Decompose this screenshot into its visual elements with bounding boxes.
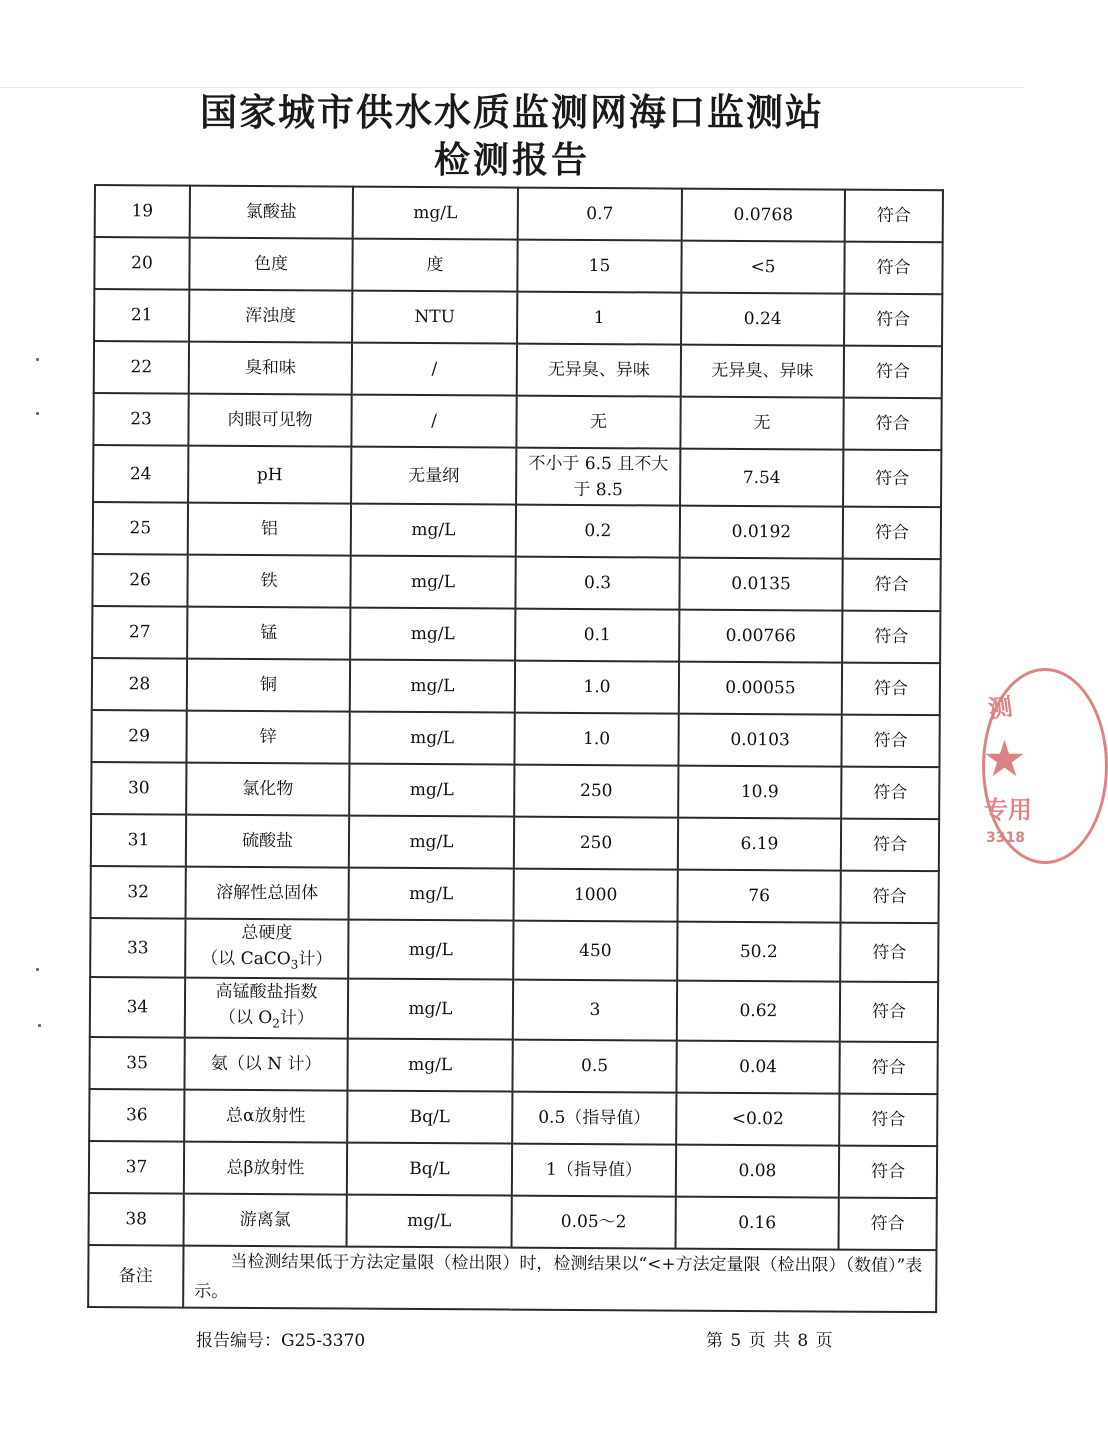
cell-limit: 0.3 [515, 557, 679, 610]
cell-item: 色度 [189, 238, 352, 291]
cell-verdict: 符合 [843, 507, 941, 560]
cell-item: 铜 [187, 659, 350, 712]
table-row [93, 393, 941, 450]
table-row [92, 658, 940, 715]
cell-unit: mg/L [347, 1194, 512, 1247]
cell-item: 铝 [188, 503, 351, 556]
cell-result: 无异臭、异味 [681, 345, 844, 398]
seal-text-1: 测 [986, 692, 1015, 724]
scan-speck [38, 1024, 41, 1027]
cell-limit: 250 [514, 817, 678, 870]
cell-item: 总α放射性 [184, 1089, 347, 1142]
cell-limit: 0.7 [518, 188, 682, 241]
cell-no: 25 [93, 502, 188, 555]
cell-no: 28 [92, 658, 187, 711]
cell-no: 36 [89, 1089, 184, 1142]
cell-verdict: 符合 [843, 450, 941, 508]
cell-verdict: 符合 [839, 1145, 937, 1198]
cell-result: 0.0135 [679, 558, 842, 611]
cell-limit: 不小于 6.5 且不大于 8.5 [516, 448, 680, 506]
cell-item: 锰 [187, 607, 350, 660]
scan-speck [36, 968, 39, 971]
cell-verdict: 符合 [844, 294, 942, 347]
table-row [95, 185, 943, 242]
cell-no: 31 [91, 814, 186, 867]
cell-verdict: 符合 [841, 871, 939, 924]
cell-verdict: 符合 [842, 611, 940, 664]
page-title: 国家城市供水水质监测网海口监测站 [200, 91, 824, 134]
cell-unit: mg/L [348, 920, 513, 980]
cell-limit: 0.5 [512, 1039, 676, 1092]
cell-unit: Bq/L [347, 1090, 512, 1143]
table-row [92, 606, 940, 663]
cell-unit: mg/L [350, 608, 515, 661]
cell-verdict: 符合 [840, 923, 938, 983]
cell-result: 76 [678, 870, 841, 923]
table-row [90, 977, 938, 1042]
cell-unit: mg/L [350, 660, 515, 713]
cell-limit: 250 [514, 765, 678, 818]
cell-item: 锌 [186, 711, 349, 764]
seal-text-3: 3318 [986, 830, 1025, 846]
note-text: 当检测结果低于方法定量限（检出限）时，检测结果以“<+方法定量限（检出限）（数值）”表示。 [183, 1245, 936, 1312]
cell-result: 0.04 [676, 1040, 839, 1093]
cell-unit: mg/L [349, 764, 514, 817]
report-number: 报告编号：G25-3370 [196, 1331, 366, 1351]
cell-limit: 无 [516, 396, 680, 449]
cell-limit: 450 [513, 921, 677, 981]
cell-item: 氯化物 [186, 763, 349, 816]
cell-verdict: 符合 [841, 767, 939, 820]
cell-unit: 无量纲 [351, 447, 516, 505]
cell-no: 37 [89, 1141, 184, 1194]
table-row [94, 289, 942, 346]
cell-limit: 无异臭、异味 [517, 344, 681, 397]
star-icon: ★ [982, 730, 1027, 788]
cell-result: 10.9 [678, 766, 841, 819]
cell-unit: mg/L [349, 816, 514, 869]
cell-result: 0.62 [677, 981, 840, 1041]
cell-no: 35 [89, 1037, 184, 1090]
cell-verdict: 符合 [843, 398, 941, 451]
table-row [93, 502, 941, 559]
scan-speck [36, 412, 39, 415]
table-row [89, 1141, 937, 1198]
cell-result: 0.0192 [680, 506, 843, 559]
table-row [92, 554, 940, 611]
cell-result: 0.0103 [678, 714, 841, 767]
cell-item: 游离氯 [184, 1193, 347, 1246]
cell-result: <0.02 [676, 1092, 839, 1145]
table-row [89, 1089, 937, 1146]
cell-limit: 3 [513, 980, 677, 1040]
cell-unit: / [351, 395, 516, 448]
cell-limit: 1 [517, 292, 681, 345]
table-row [93, 445, 941, 507]
cell-item-main: 总硬度 [241, 922, 293, 944]
cell-verdict: 符合 [839, 1197, 937, 1250]
cell-item: pH [188, 446, 351, 504]
cell-result: 0.00766 [679, 610, 842, 663]
cell-result: 0.00055 [679, 662, 842, 715]
cell-item: 氨（以 N 计） [184, 1037, 347, 1090]
cell-verdict: 符合 [841, 819, 939, 872]
cell-unit: 度 [352, 239, 517, 292]
note-label: 备注 [88, 1245, 183, 1308]
cell-result: 7.54 [680, 449, 843, 507]
cell-item-basis: （以 CaCO$_3$计） [201, 948, 333, 972]
cell-verdict: 符合 [842, 559, 940, 612]
cell-result: 0.08 [676, 1144, 839, 1197]
cell-unit: mg/L [347, 1038, 512, 1091]
cell-verdict: 符合 [845, 190, 943, 243]
table-row [94, 237, 942, 294]
cell-no: 30 [91, 762, 186, 815]
cell-item: 氯酸盐 [190, 186, 353, 239]
cell-unit: mg/L [350, 556, 515, 609]
cell-no: 32 [91, 866, 186, 919]
cell-verdict: 符合 [839, 1041, 937, 1094]
cell-unit: mg/L [349, 868, 514, 921]
table-row [91, 814, 939, 871]
cell-unit: mg/L [353, 187, 518, 240]
note-row [88, 1245, 936, 1312]
cell-item: 臭和味 [189, 342, 352, 395]
cell-result: 0.24 [681, 293, 844, 346]
official-seal [982, 668, 1042, 858]
cell-limit: 1（指导值） [512, 1143, 676, 1196]
cell-item: 肉眼可见物 [188, 394, 351, 447]
cell-verdict: 符合 [839, 1093, 937, 1146]
cell-no: 22 [94, 341, 189, 394]
cell-limit: 0.2 [516, 505, 680, 558]
cell-verdict: 符合 [841, 715, 939, 768]
cell-no: 29 [91, 710, 186, 763]
cell-result: <5 [681, 241, 844, 294]
cell-unit: mg/L [349, 712, 514, 765]
table-row [89, 1193, 937, 1250]
seal-text-2: 专用 [984, 796, 1032, 824]
cell-verdict: 符合 [842, 663, 940, 716]
cell-unit: mg/L [348, 979, 513, 1039]
cell-limit: 1.0 [514, 713, 678, 766]
cell-no: 24 [93, 445, 188, 503]
cell-unit: mg/L [351, 504, 516, 557]
cell-no: 33 [90, 918, 185, 978]
cell-verdict: 符合 [844, 242, 942, 295]
cell-result: 0.0768 [682, 189, 845, 242]
cell-limit: 0.05～2 [512, 1195, 676, 1248]
cell-verdict: 符合 [840, 982, 938, 1042]
cell-unit: Bq/L [347, 1142, 512, 1195]
cell-limit: 1.0 [515, 661, 679, 714]
cell-item: 硫酸盐 [186, 815, 349, 868]
cell-result: 0.16 [676, 1196, 839, 1249]
cell-unit: NTU [352, 291, 517, 344]
cell-item-main: 高锰酸盐指数 [215, 982, 318, 1003]
cell-no: 27 [92, 606, 187, 659]
page-subtitle: 检测报告 [433, 140, 590, 181]
cell-item: 浑浊度 [189, 290, 352, 343]
cell-no: 26 [92, 554, 187, 607]
cell-no: 34 [90, 977, 185, 1037]
cell-result: 无 [680, 397, 843, 450]
cell-item [185, 978, 348, 1038]
cell-no: 19 [95, 185, 190, 238]
cell-result: 6.19 [678, 818, 841, 871]
cell-verdict: 符合 [844, 346, 942, 399]
table-row [91, 866, 939, 923]
table-row [91, 710, 939, 767]
cell-no: 20 [94, 237, 189, 290]
cell-limit: 0.5（指导值） [512, 1091, 676, 1144]
table-row [89, 1037, 937, 1094]
cell-no: 38 [89, 1193, 184, 1246]
cell-item-basis: （以 $O_2$计） [218, 1008, 314, 1031]
cell-result: 50.2 [677, 922, 840, 982]
cell-no: 23 [93, 393, 188, 446]
table-row [90, 918, 938, 983]
cell-no: 21 [94, 289, 189, 342]
table-row [91, 762, 939, 819]
cell-unit: / [352, 343, 517, 396]
cell-item: 总β放射性 [184, 1141, 347, 1194]
page-number: 第 5 页 共 8 页 [706, 1331, 834, 1351]
cell-limit: 15 [517, 240, 681, 293]
cell-limit: 0.1 [515, 609, 679, 662]
cell-item: 溶解性总固体 [186, 867, 349, 920]
cell-item [185, 919, 348, 979]
cell-limit: 1000 [514, 869, 678, 922]
cell-item: 铁 [187, 555, 350, 608]
scan-speck [36, 358, 39, 361]
results-table [87, 184, 944, 1313]
table-row [94, 341, 942, 398]
